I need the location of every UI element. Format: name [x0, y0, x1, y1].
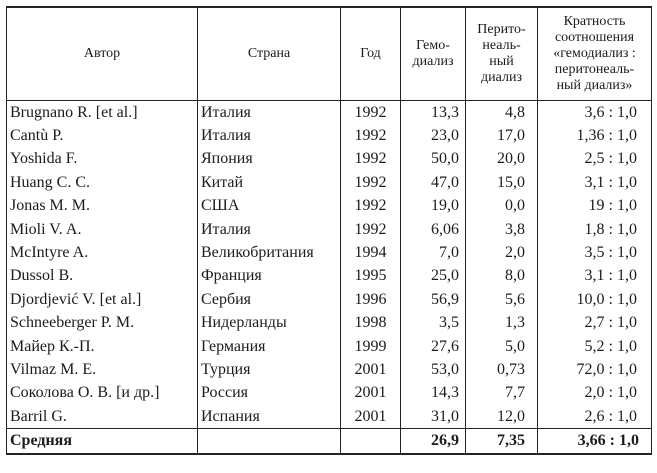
table-row: [7, 358, 652, 381]
cell-year: 2001: [341, 358, 401, 381]
table-row: [7, 171, 652, 194]
cell-country: Великобритания: [198, 241, 341, 264]
cell-hemodialysis: 31,0: [401, 405, 466, 429]
average-year-empty: [341, 429, 401, 455]
cell-year: 1992: [341, 148, 401, 171]
cell-peritoneal: 12,0: [466, 405, 538, 429]
cell-ratio: 3,1 : 1,0: [538, 171, 652, 194]
average-hemodialysis: 26,9: [401, 429, 466, 455]
data-table: [6, 6, 652, 455]
table-row: [7, 195, 652, 218]
cell-ratio: 2,6 : 1,0: [538, 405, 652, 429]
header-hemodialysis: Гемо- диализ: [401, 7, 466, 101]
table-row: [7, 101, 652, 125]
cell-author: Brugnano R. [et al.]: [7, 101, 198, 125]
cell-ratio: 5,2 : 1,0: [538, 335, 652, 358]
header-peritoneal-dialysis: Перито- неаль- ный диализ: [466, 7, 538, 101]
cell-hemodialysis: 6,06: [401, 218, 466, 241]
cell-country: Сербия: [198, 288, 341, 311]
cell-author: Соколова О. В. [и др.]: [7, 382, 198, 405]
cell-peritoneal: 1,3: [466, 312, 538, 335]
header-country: Страна: [198, 7, 341, 101]
cell-year: 1994: [341, 241, 401, 264]
cell-year: 2001: [341, 382, 401, 405]
average-country-empty: [198, 429, 341, 455]
cell-hemodialysis: 47,0: [401, 171, 466, 194]
cell-ratio: 3,1 : 1,0: [538, 265, 652, 288]
cell-hemodialysis: 27,6: [401, 335, 466, 358]
cell-year: 1992: [341, 101, 401, 125]
cell-ratio: 72,0 : 1,0: [538, 358, 652, 381]
cell-country: Россия: [198, 382, 341, 405]
cell-author: Mioli V. A.: [7, 218, 198, 241]
cell-country: Италия: [198, 124, 341, 147]
cell-author: Yoshida F.: [7, 148, 198, 171]
cell-hemodialysis: 13,3: [401, 101, 466, 125]
table-body: [7, 101, 652, 429]
cell-ratio: 19 : 1,0: [538, 195, 652, 218]
cell-ratio: 10,0 : 1,0: [538, 288, 652, 311]
cell-author: Huang C. C.: [7, 171, 198, 194]
average-label: Средняя: [7, 429, 198, 455]
cell-country: США: [198, 195, 341, 218]
cell-country: Китай: [198, 171, 341, 194]
cell-peritoneal: 5,6: [466, 288, 538, 311]
cell-country: Испания: [198, 405, 341, 429]
table-footer: [7, 429, 652, 455]
cell-hemodialysis: 56,9: [401, 288, 466, 311]
cell-ratio: 2,7 : 1,0: [538, 312, 652, 335]
cell-peritoneal: 17,0: [466, 124, 538, 147]
table-row: [7, 312, 652, 335]
cell-ratio: 2,5 : 1,0: [538, 148, 652, 171]
header-row: [7, 7, 652, 101]
cell-ratio: 3,6 : 1,0: [538, 101, 652, 125]
cell-ratio: 1,8 : 1,0: [538, 218, 652, 241]
cell-country: Турция: [198, 358, 341, 381]
table-row: [7, 124, 652, 147]
cell-year: 1995: [341, 265, 401, 288]
cell-author: Vilmaz M. E.: [7, 358, 198, 381]
average-row: [7, 429, 652, 455]
cell-year: 1992: [341, 195, 401, 218]
cell-hemodialysis: 3,5: [401, 312, 466, 335]
cell-author: Майер К.-П.: [7, 335, 198, 358]
header-year: Год: [341, 7, 401, 101]
cell-country: Германия: [198, 335, 341, 358]
cell-ratio: 2,0 : 1,0: [538, 382, 652, 405]
cell-ratio: 1,36 : 1,0: [538, 124, 652, 147]
table-row: [7, 218, 652, 241]
cell-year: 1998: [341, 312, 401, 335]
cell-author: Barril G.: [7, 405, 198, 429]
cell-peritoneal: 0,73: [466, 358, 538, 381]
cell-author: Djordjević V. [et al.]: [7, 288, 198, 311]
cell-year: 1992: [341, 171, 401, 194]
cell-hemodialysis: 53,0: [401, 358, 466, 381]
cell-author: Schneeberger P. M.: [7, 312, 198, 335]
table-row: [7, 241, 652, 264]
cell-peritoneal: 5,0: [466, 335, 538, 358]
cell-hemodialysis: 19,0: [401, 195, 466, 218]
cell-year: 1992: [341, 218, 401, 241]
cell-author: Cantù P.: [7, 124, 198, 147]
cell-year: 1992: [341, 124, 401, 147]
table-row: [7, 382, 652, 405]
cell-author: Jonas M. M.: [7, 195, 198, 218]
cell-peritoneal: 3,8: [466, 218, 538, 241]
average-ratio: 3,66 : 1,0: [538, 429, 652, 455]
table-row: [7, 335, 652, 358]
cell-peritoneal: 4,8: [466, 101, 538, 125]
cell-country: Италия: [198, 218, 341, 241]
table-row: [7, 288, 652, 311]
cell-country: Италия: [198, 101, 341, 125]
cell-peritoneal: 7,7: [466, 382, 538, 405]
header-ratio: Кратность соотношения «гемодиализ : перитонеаль- ный диализ»: [538, 7, 652, 101]
cell-hemodialysis: 50,0: [401, 148, 466, 171]
table-row: [7, 265, 652, 288]
table-row: [7, 405, 652, 429]
cell-ratio: 3,5 : 1,0: [538, 241, 652, 264]
cell-peritoneal: 2,0: [466, 241, 538, 264]
cell-country: Франция: [198, 265, 341, 288]
cell-year: 1996: [341, 288, 401, 311]
cell-hemodialysis: 14,3: [401, 382, 466, 405]
cell-year: 2001: [341, 405, 401, 429]
cell-peritoneal: 20,0: [466, 148, 538, 171]
cell-year: 1999: [341, 335, 401, 358]
cell-country: Япония: [198, 148, 341, 171]
cell-peritoneal: 15,0: [466, 171, 538, 194]
cell-peritoneal: 8,0: [466, 265, 538, 288]
cell-author: McIntyre A.: [7, 241, 198, 264]
table-header: [7, 7, 652, 101]
cell-author: Dussol B.: [7, 265, 198, 288]
header-author: Автор: [7, 7, 198, 101]
table-row: [7, 148, 652, 171]
cell-hemodialysis: 23,0: [401, 124, 466, 147]
cell-peritoneal: 0,0: [466, 195, 538, 218]
average-peritoneal: 7,35: [466, 429, 538, 455]
cell-hemodialysis: 25,0: [401, 265, 466, 288]
cell-country: Нидерланды: [198, 312, 341, 335]
cell-hemodialysis: 7,0: [401, 241, 466, 264]
